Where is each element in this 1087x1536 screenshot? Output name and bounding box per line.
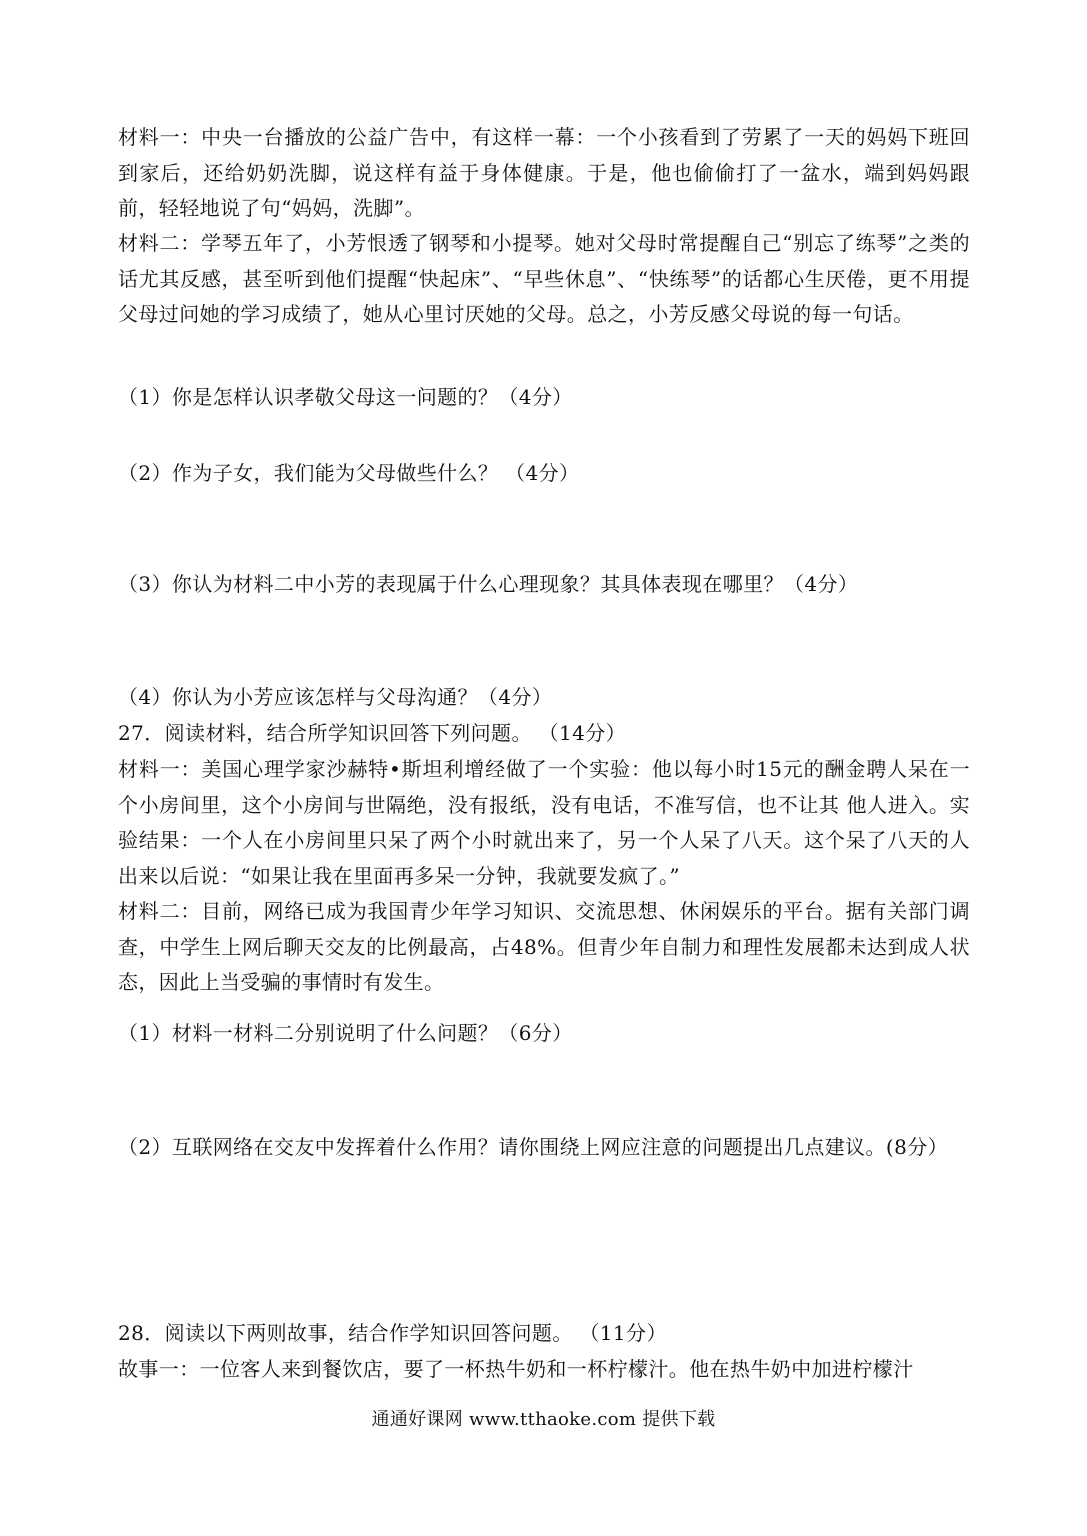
q26-sub-question-4: （4）你认为小芳应该怎样与父母沟通？（4分）	[118, 685, 553, 709]
q27-material-1: 材料一：美国心理学家沙赫特•斯坦利增经做了一个实验：他以每小时15元的酬金聘人呆在一个小房间里，这个小房间与世隔绝，没有报纸，没有电话，不准写信，也不让其 他人进入。实验结果：一个人在小房间里只呆了两个小时就出来了，另一个人呆了八天。这个呆了八天的人出来以后说：“如果让我在里面再多呆一分钟，我就要发疯了。”	[118, 757, 970, 888]
q27-sub-question-1: （1）材料一材料二分别说明了什么问题？（6分）	[118, 1021, 573, 1045]
page-footer: 通通好课网 www.tthaoke.com 提供下载	[371, 1409, 716, 1430]
q27-sub-question-2: （2）互联网络在交友中发挥着什么作用？请你围绕上网应注意的问题提出几点建议。(8分）	[118, 1135, 949, 1159]
q27-material-2: 材料二：目前，网络已成为我国青少年学习知识、交流思想、休闲娱乐的平台。据有关部门调查，中学生上网后聊天交友的比例最高，占48%。但青少年自制力和理性发展都未达到成人状态，因此上当受骗的事情时有发生。	[118, 899, 970, 994]
q26-material-1: 材料一：中央一台播放的公益广告中，有这样一幕：一个小孩看到了劳累了一天的妈妈下班回到家后，还给奶奶洗脚，说这样有益于身体健康。于是，他也偷偷打了一盆水，端到妈妈跟前，轻轻地说了句“妈妈，洗脚”。	[118, 125, 970, 220]
q26-sub-question-1: （1）你是怎样认识孝敬父母这一问题的？（4分）	[118, 385, 573, 409]
q28-title: 28．阅读以下两则故事，结合作学知识回答问题。 （11分）	[118, 1321, 667, 1345]
q26-material-2: 材料二：学琴五年了，小芳恨透了钢琴和小提琴。她对父母时常提醒自己“别忘了练琴”之类的话尤其反感，甚至听到他们提醒“快起床”、“早些休息”、“快练琴”的话都心生厌倦，更不用提父母过问她的学习成绩了，她从心里讨厌她的父母。总之，小芳反感父母说的每一句话。	[118, 231, 970, 326]
q26-sub-question-2: （2）作为子女，我们能为父母做些什么？ （4分）	[118, 461, 580, 485]
q27-title: 27．阅读材料，结合所学知识回答下列问题。 （14分）	[118, 721, 627, 745]
q26-sub-question-3: （3）你认为材料二中小芳的表现属于什么心理现象？其具体表现在哪里？（4分）	[118, 572, 859, 596]
q28-story-1: 故事一：一位客人来到餐饮店，要了一杯热牛奶和一杯柠檬汁。他在热牛奶中加进柠檬汁	[118, 1357, 914, 1381]
